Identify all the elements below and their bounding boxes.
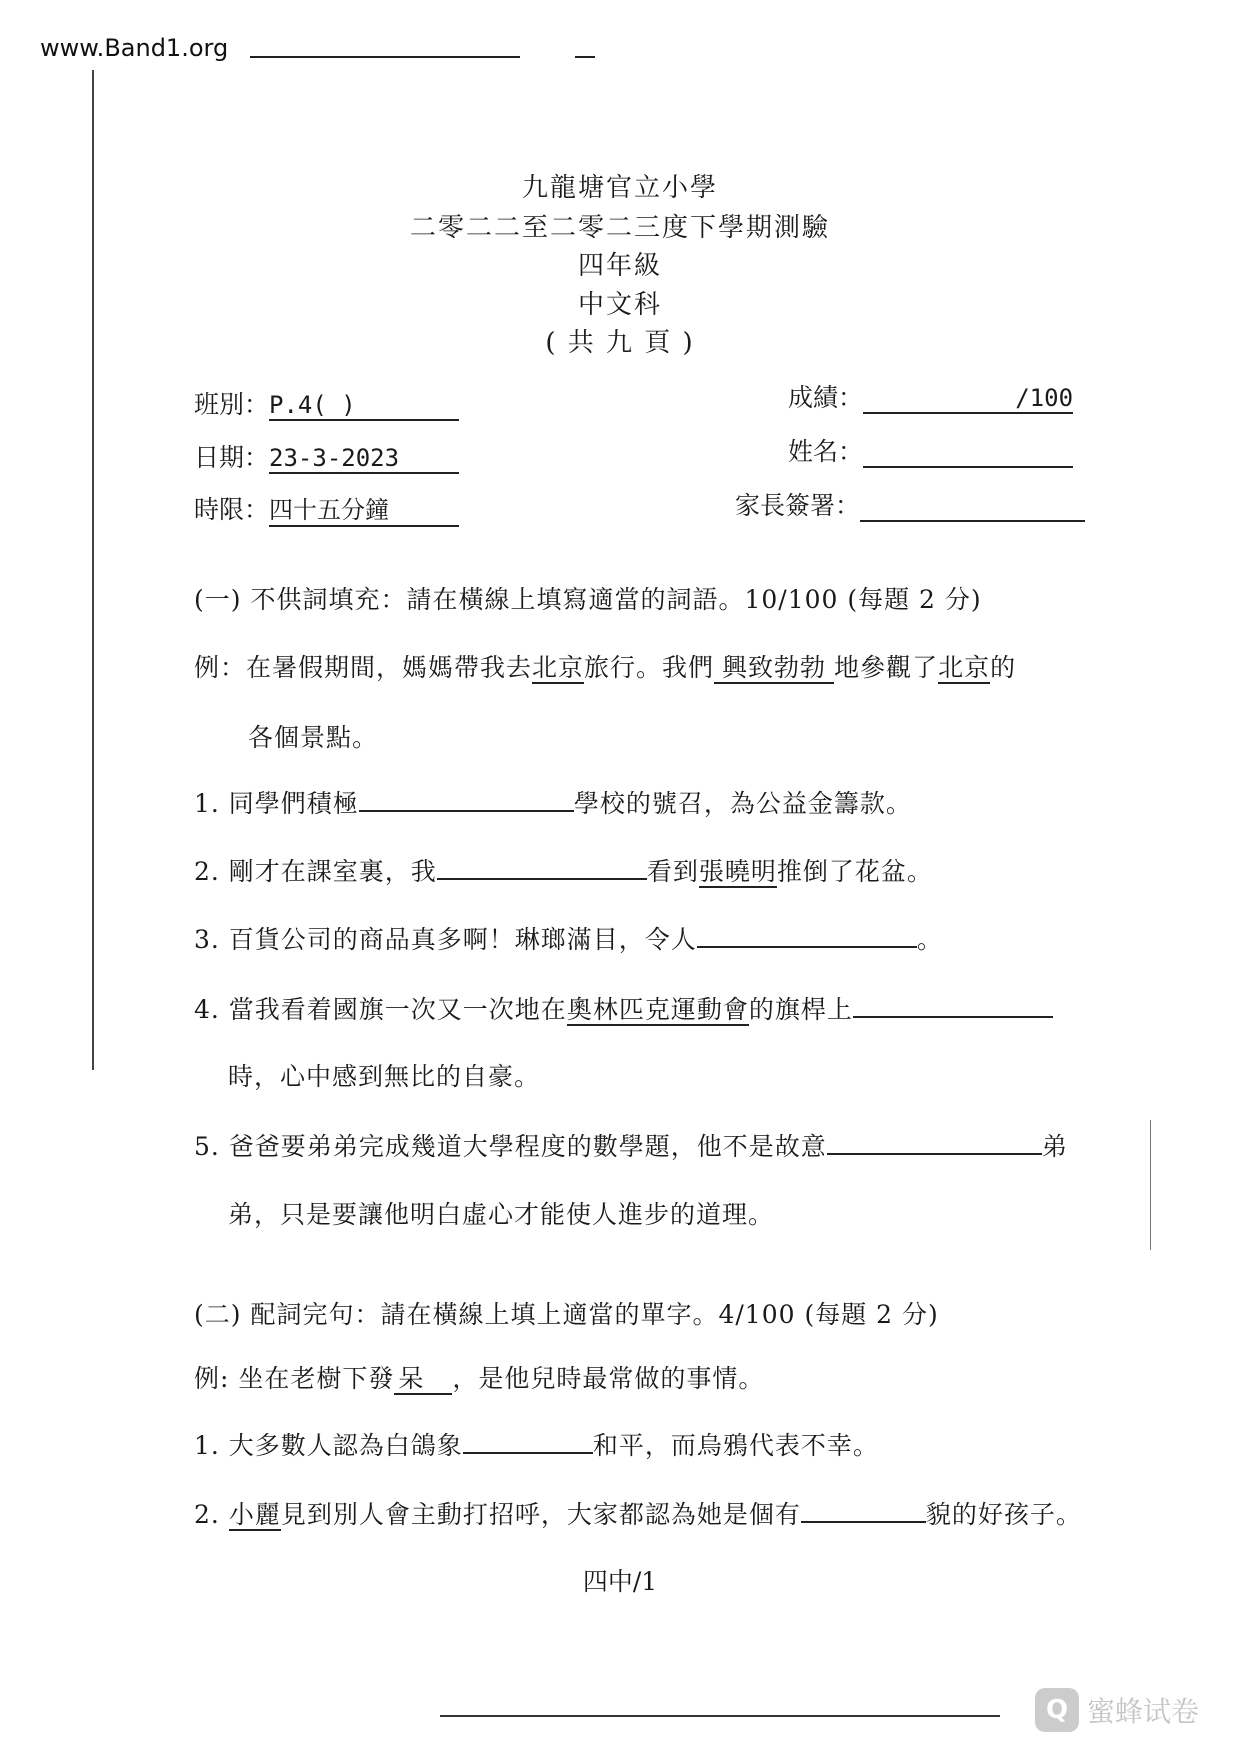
scan-edge-line-right	[1150, 1120, 1151, 1250]
s2-q1-blank[interactable]	[463, 1430, 593, 1454]
section2-example: 例: 坐在老樹下發 呆 ，是他兒時最常做的事情。	[194, 1364, 765, 1393]
s1-q4-blank[interactable]	[853, 994, 1053, 1018]
name-row	[788, 432, 1073, 468]
s1-q2-proper-name: 張曉明	[698, 857, 777, 886]
class-row	[194, 385, 459, 421]
subject: 中文科	[577, 290, 662, 320]
section2-title: (二) 配詞完句：請在橫線上填上適當的單字。4/100 (每題 2 分)	[194, 1300, 939, 1329]
top-rule-short	[575, 56, 595, 58]
watermark	[1035, 1688, 1199, 1732]
section1-example-cont: 各個景點。	[248, 723, 379, 752]
page-count: ( 共 九 頁 )	[545, 328, 695, 358]
s1-q1-blank[interactable]	[359, 788, 574, 812]
top-rule	[250, 56, 520, 58]
example-answer: 興致勃勃	[714, 653, 834, 684]
s1-q3-blank[interactable]	[697, 924, 917, 948]
s1-q2-blank[interactable]	[437, 856, 647, 880]
time-label: 時限：	[194, 495, 270, 524]
parent-signature-label: 家長簽署：	[735, 491, 861, 520]
class-label: 班別：	[194, 390, 270, 419]
date-label: 日期：	[194, 443, 270, 472]
score-row	[788, 378, 1073, 414]
section1-title: (一) 不供詞填充：請在橫線上填寫適當的詞語。10/100 (每題 2 分)	[194, 585, 982, 614]
s1-q4-proper-name: 奧林匹克運動會	[566, 995, 749, 1024]
s1-question-1: 1. 同學們積極 學校的號召，為公益金籌款。	[194, 789, 912, 818]
source-url: www.Band1.org	[40, 34, 229, 62]
parent-signature-field[interactable]	[860, 492, 1085, 522]
name-label: 姓名：	[788, 437, 864, 466]
grade: 四年級	[577, 251, 662, 281]
example-place: 北京	[532, 653, 585, 682]
s2-question-2: 2. 小麗見到別人會主動打招呼，大家都認為她是個有 貌的好孩子。	[194, 1500, 1082, 1529]
s1-question-2: 2. 剛才在課室裏，我 看到張曉明推倒了花盆。	[194, 857, 933, 886]
s2-question-1: 1. 大多數人認為白鴿象 和平，而烏鴉代表不幸。	[194, 1431, 879, 1460]
section1-example: 例：在暑假期間，媽媽帶我去北京旅行。我們 興致勃勃 地參觀了北京的	[194, 653, 1017, 682]
s2-q2-blank[interactable]	[801, 1499, 926, 1523]
score-label: 成績：	[788, 383, 864, 412]
name-field[interactable]	[863, 438, 1073, 468]
s1-question-4: 4. 當我看着國旗一次又一次地在奧林匹克運動會的旗桿上	[194, 990, 1053, 1026]
watermark-logo-icon: Q	[1035, 1688, 1079, 1732]
score-field[interactable]: /100	[863, 384, 1073, 414]
bottom-rule	[440, 1715, 1000, 1717]
page-number: 四中/1	[582, 1567, 658, 1596]
example-place-2: 北京	[938, 653, 991, 682]
s1-question-4-cont: 時，心中感到無比的自豪。	[228, 1062, 541, 1091]
watermark-text: 蜜蜂试卷	[1087, 1695, 1200, 1728]
time-row	[194, 490, 459, 527]
parent-signature-row	[735, 486, 1085, 522]
class-field[interactable]: P.4( )	[269, 391, 459, 421]
s1-question-3: 3. 百貨公司的商品真多啊！琳瑯滿目，令人 。	[194, 925, 943, 954]
school-name: 九龍塘官立小學	[521, 173, 718, 203]
time-field[interactable]: 四十五分鐘	[269, 490, 459, 527]
s1-question-5: 5. 爸爸要弟弟完成幾道大學程度的數學題，他不是故意 弟	[194, 1132, 1068, 1161]
date-field[interactable]: 23-3-2023	[269, 444, 459, 474]
s1-q5-blank[interactable]	[827, 1131, 1042, 1155]
s2-q2-proper-name: 小麗	[228, 1500, 281, 1529]
s1-question-5-cont: 弟，只是要讓他明白虛心才能使人進步的道理。	[228, 1200, 775, 1229]
date-row	[194, 438, 459, 474]
exam-term: 二零二二至二零二三度下學期測驗	[409, 213, 830, 243]
s2-example-answer: 呆	[394, 1364, 452, 1395]
